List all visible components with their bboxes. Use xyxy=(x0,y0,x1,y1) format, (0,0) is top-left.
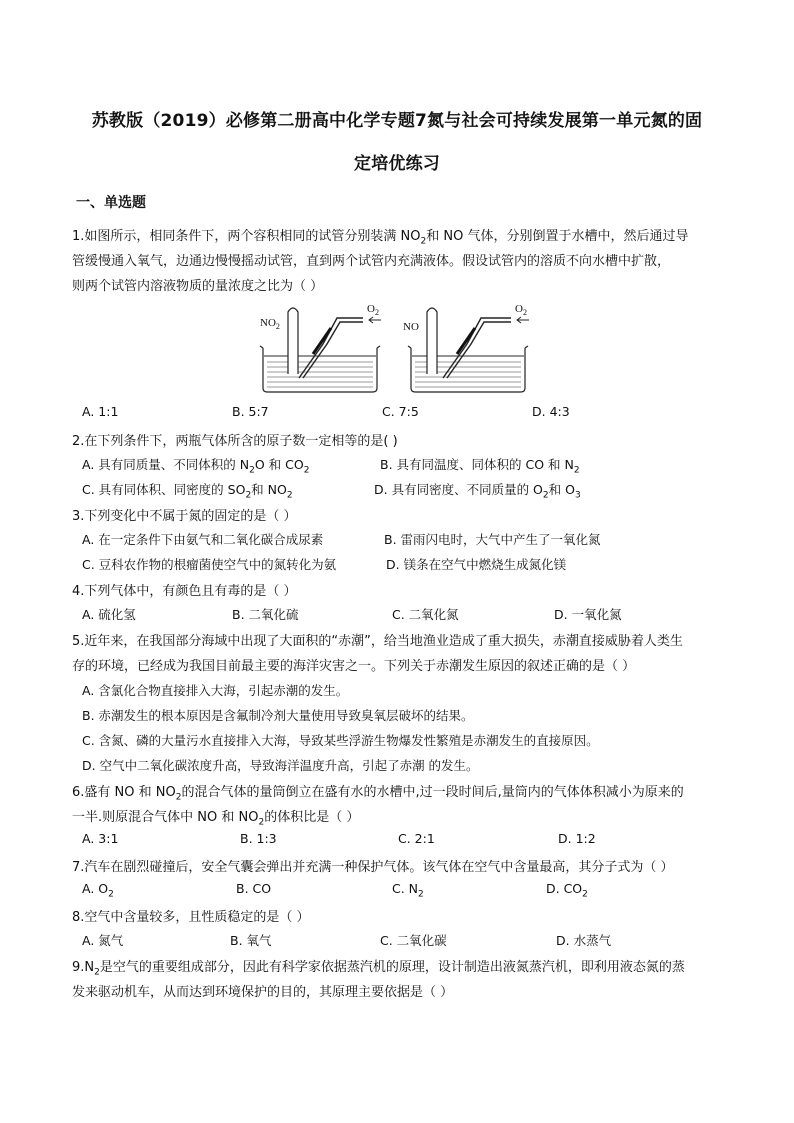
q6-option-d: D. 1:2 xyxy=(558,831,596,846)
q1-stem-line3: 则两个试管内溶液物质的量浓度之比为（ ） xyxy=(72,279,324,294)
section-heading: 一、单选题 xyxy=(76,195,146,211)
q4-option-a: A. 硫化氢 xyxy=(82,607,136,622)
q8-option-c: C. 二氧化碳 xyxy=(380,933,447,948)
document-title-line1: 苏教版（2019）必修第二册高中化学专题7氮与社会可持续发展第一单元氮的固 xyxy=(91,111,703,131)
q6-option-c: C. 2:1 xyxy=(398,831,435,846)
q7-option-a: A. $O_2$ xyxy=(82,881,114,900)
q6-option-b: B. 1:3 xyxy=(240,831,277,846)
q4-option-d: D. 一氧化氮 xyxy=(554,607,622,622)
q7-option-b: B. CO xyxy=(236,881,272,896)
q1-stem-line2: 管缓慢通入氧气，边通边慢慢摇动试管，直到两个试管内充满液体。假设试管内的溶质不向水槽中扩散， xyxy=(72,254,671,269)
q4-option-b: B. 二氧化硫 xyxy=(232,607,299,622)
q6-stem-line1: 6.盛有 NO 和 $NO_2$的混合气体的量筒倒立在盛有水的水槽中,过一段时间后,量筒内的气体体积减小为原来的 xyxy=(72,785,684,803)
q3-option-d: D. 镁条在空气中燃烧生成氮化镁 xyxy=(386,557,567,572)
q8-option-d: D. 水蒸气 xyxy=(556,933,612,948)
q6-option-a: A. 3:1 xyxy=(82,831,119,846)
q5-option-a: A. 含氯化合物直接排入大海，引起赤潮的发生。 xyxy=(82,683,349,698)
q3-option-b: B. 雷雨闪电时，大气中产生了一氧化氮 xyxy=(384,532,601,547)
q2-option-a: A. 具有同质量、不同体积的 $N_2O$ 和 $CO_2$ xyxy=(82,457,310,476)
left-apparatus xyxy=(260,308,380,392)
right-gas-label: NO xyxy=(403,321,419,333)
q3-option-c: C. 豆科农作物的根瘤菌使空气中的氮转化为氨 xyxy=(82,557,337,572)
q8-option-a: A. 氮气 xyxy=(82,933,124,948)
q9-stem-line1: $9.N_2$是空气的重要组成部分，因此有科学家依据蒸汽机的原理，设计制造出液氮蒸汽机，即利用液态氮的蒸 xyxy=(72,960,685,978)
q1-option-a: A. 1:1 xyxy=(82,404,119,419)
right-o2-label: $O_2$ xyxy=(515,303,527,317)
q2-option-d: D. 具有同密度、不同质量的 $O_2$和 $O_3$ xyxy=(374,482,581,501)
q4-stem: 4.下列气体中，有颜色且有毒的是（ ） xyxy=(72,584,297,599)
q8-stem: 8.空气中含量较多，且性质稳定的是（ ） xyxy=(72,910,310,925)
q5-option-d: D. 空气中二氧化碳浓度升高，导致海洋温度升高，引起了赤潮 的发生。 xyxy=(82,758,479,773)
q5-stem-line2: 存的环境，已经成为我国目前最主要的海洋灾害之一。下列关于赤潮发生原因的叙述正确的是（ ） xyxy=(72,659,636,674)
left-o2-label: $O_2$ xyxy=(367,303,379,317)
document-title-line2: 定培优练习 xyxy=(354,154,440,174)
q1-apparatus-figure xyxy=(255,298,545,394)
q1-option-d: D. 4:3 xyxy=(532,404,570,419)
right-apparatus xyxy=(408,308,528,392)
q3-stem: 3.下列变化中不属于氮的固定的是（ ） xyxy=(72,509,297,524)
q7-option-c: C. $N_2$ xyxy=(392,881,424,900)
q4-option-c: C. 二氧化氮 xyxy=(392,607,459,622)
q2-option-c: C. 具有同体积、同密度的 $SO_2$和 $NO_2$ xyxy=(82,482,293,501)
q7-stem: 7.汽车在剧烈碰撞后，安全气囊会弹出并充满一种保护气体。该气体在空气中含量最高，其分子式为（ ） xyxy=(72,860,674,875)
q9-stem-line2: 发来驱动机车，从而达到环境保护的目的，其原理主要依据是（ ） xyxy=(72,985,454,1000)
q8-option-b: B. 氧气 xyxy=(230,933,272,948)
q3-option-a: A. 在一定条件下由氨气和二氧化碳合成尿素 xyxy=(82,532,324,547)
q5-stem-line1: 5.近年来，在我国部分海域中出现了大面积的“赤潮”，给当地渔业造成了重大损失，赤潮直接威胁着人类生 xyxy=(72,634,683,649)
q5-option-c: C. 含氮、磷的大量污水直接排入大海，导致某些浮游生物爆发性繁殖是赤潮发生的直接原因。 xyxy=(82,733,599,748)
q7-option-d: D. $CO_2$ xyxy=(546,881,588,900)
q2-stem: 2.在下列条件下，两瓶气体所含的原子数一定相等的是( ) xyxy=(72,434,398,449)
q6-stem-line2: 一半.则原混合气体中 NO 和 $NO_2$的体积比是（ ） xyxy=(72,810,360,828)
q5-option-b: B. 赤潮发生的根本原因是含氟制冷剂大量使用导致臭氧层破坏的结果。 xyxy=(82,708,474,723)
q1-option-b: B. 5:7 xyxy=(232,404,269,419)
q2-option-b: B. 具有同温度、同体积的 CO 和 $N_2$ xyxy=(380,457,580,476)
left-gas-label: $NO_2$ xyxy=(260,317,280,331)
q1-stem-line1: 1.如图所示，相同条件下，两个容积相同的试管分别装满 $NO_2$和 NO 气体，分别倒置于水槽中，然后通过导 xyxy=(72,229,689,247)
q1-option-c: C. 7:5 xyxy=(382,404,419,419)
